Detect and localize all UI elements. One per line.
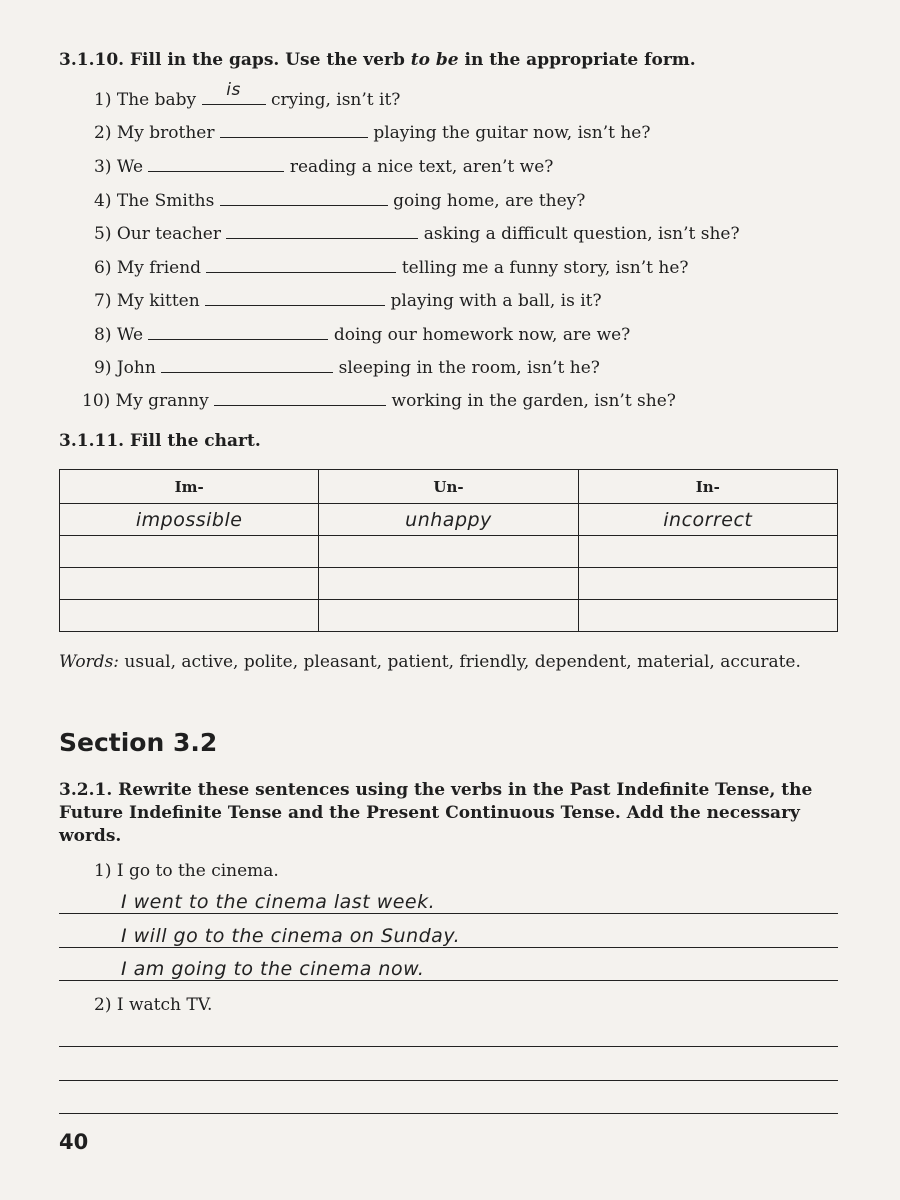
answer-line[interactable] (59, 1050, 838, 1081)
exercise-item-3: 3) We reading a nice text, aren’t we? (94, 153, 553, 177)
task-3-1-10-title: 3.1.10. Fill in the gaps. Use the verb to be in the appropriate form. (59, 50, 696, 70)
answer-gap[interactable] (205, 287, 385, 306)
answer-gap[interactable] (220, 119, 368, 138)
chart-cell[interactable]: unhappy (319, 504, 578, 536)
exercise-item-2: 2) My brother playing the guitar now, isn’t he? (94, 119, 650, 143)
exercise-item-8: 8) We doing our homework now, are we? (94, 321, 630, 345)
answer-line[interactable]: I am going to the cinema now. (59, 950, 838, 981)
chart-row (60, 568, 838, 600)
exercise-item-4: 4) The Smiths going home, are they? (94, 187, 585, 211)
answer-gap[interactable] (161, 354, 333, 373)
exercise-item-6: 6) My friend telling me a funny story, isn’t he? (94, 254, 689, 278)
chart-cell[interactable] (60, 536, 319, 568)
answer-gap[interactable] (226, 220, 418, 239)
answer-line[interactable]: I will go to the cinema on Sunday. (59, 917, 838, 948)
chart-cell[interactable] (578, 568, 837, 600)
handwritten-answer: is (226, 80, 241, 100)
answer-gap[interactable] (220, 187, 388, 206)
answer-gap[interactable] (148, 321, 328, 340)
word-list: Words: usual, active, polite, pleasant, patient, friendly, dependent, material, accurate. (59, 652, 801, 672)
chart-cell[interactable] (60, 600, 319, 632)
exercise-item-5: 5) Our teacher asking a difficult question, isn’t she? (94, 220, 740, 244)
task-3-1-11-title: 3.1.11. Fill the chart. (59, 431, 261, 451)
answer-gap[interactable] (206, 254, 396, 273)
header-un: Un- (319, 470, 578, 504)
header-im: Im- (60, 470, 319, 504)
chart-cell[interactable] (319, 536, 578, 568)
chart-header-row (60, 470, 838, 504)
chart-row (60, 536, 838, 568)
chart-cell[interactable] (319, 600, 578, 632)
task-3-2-1-title: 3.2.1. Rewrite these sentences using the verbs in the Past Indefinite Tense, the Future Indefinite Tense and the Present Continuous Tense. Add the necessary words. (59, 780, 813, 846)
answer-line[interactable] (59, 1016, 838, 1047)
rewrite-item-1: 1) I go to the cinema. (94, 861, 279, 881)
chart-cell[interactable] (60, 568, 319, 600)
answer-line[interactable]: I went to the cinema last week. (59, 883, 838, 914)
chart-cell[interactable]: impossible (60, 504, 319, 536)
section-heading: Section 3.2 (59, 728, 218, 757)
exercise-item-9: 9) John sleeping in the room, isn’t he? (94, 354, 600, 378)
chart-cell[interactable] (578, 600, 837, 632)
answer-gap[interactable] (202, 80, 266, 105)
exercise-item-7: 7) My kitten playing with a ball, is it? (94, 287, 602, 311)
answer-gap[interactable] (214, 387, 386, 406)
page-number: 40 (59, 1130, 89, 1154)
chart-cell[interactable] (578, 536, 837, 568)
exercise-item-10: 10) My granny working in the garden, isn’t she? (82, 387, 676, 411)
chart-cell[interactable]: incorrect (578, 504, 837, 536)
answer-gap[interactable] (148, 153, 284, 172)
header-in: In- (578, 470, 837, 504)
chart-cell[interactable] (319, 568, 578, 600)
rewrite-item-2: 2) I watch TV. (94, 995, 213, 1015)
chart-row (60, 504, 838, 536)
chart-row (60, 600, 838, 632)
answer-line[interactable] (59, 1083, 838, 1114)
exercise-item-1: 1) The baby is crying, isn’t it? (94, 80, 401, 110)
prefix-chart (59, 469, 838, 632)
